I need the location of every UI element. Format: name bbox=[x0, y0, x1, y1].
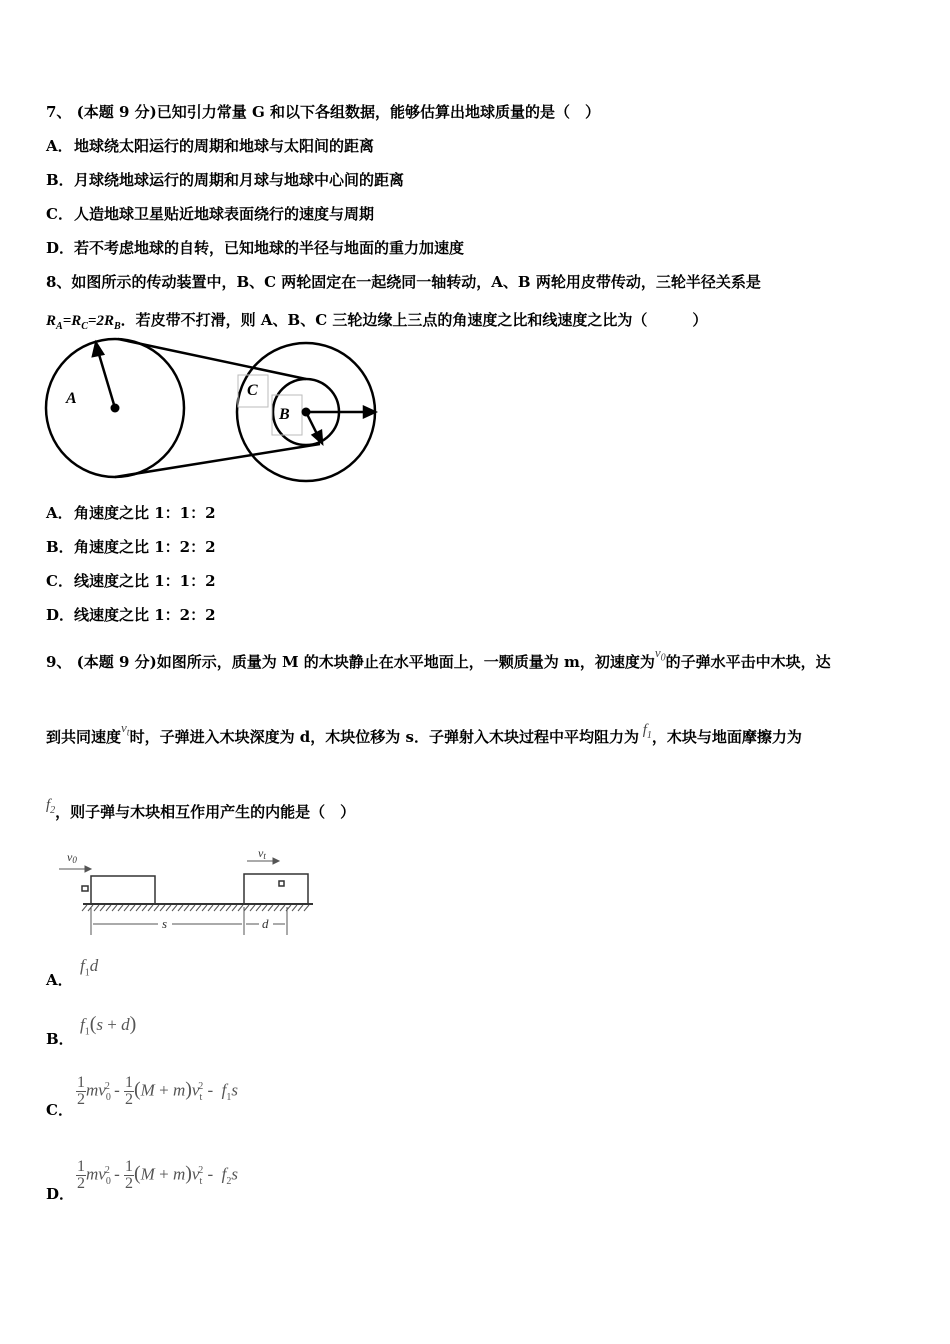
q8-option-d[interactable] bbox=[46, 605, 216, 625]
q8-option-b[interactable] bbox=[46, 537, 216, 557]
label-v0: v0 bbox=[67, 850, 77, 865]
formula-a: $f_1d$ bbox=[80, 956, 99, 979]
hatch-mark bbox=[226, 905, 231, 911]
symbol-v0: $v_0$ bbox=[654, 645, 666, 664]
q9-stem-part6: ，则子弹与木块相互作用产生的内能是（ ） bbox=[55, 803, 356, 821]
hatch-mark bbox=[190, 905, 195, 911]
hatch-mark bbox=[106, 905, 111, 911]
option-letter: D． bbox=[46, 1185, 75, 1203]
hatch-mark bbox=[298, 905, 303, 911]
hatch-mark bbox=[280, 905, 285, 911]
option-text: 人造地球卫星贴近地球表面绕行的速度与周期 bbox=[74, 205, 375, 223]
hatch-mark bbox=[154, 905, 159, 911]
option-text: 地球绕太阳运行的周期和地球与太阳间的距离 bbox=[74, 137, 375, 155]
option-letter: B． bbox=[46, 171, 74, 189]
option-text: 角速度之比 1：1：2 bbox=[74, 504, 216, 522]
q8-option-c[interactable] bbox=[46, 571, 216, 591]
hatch-mark bbox=[148, 905, 153, 911]
label-s: s bbox=[162, 916, 168, 931]
hatch-mark bbox=[94, 905, 99, 911]
hatch-mark bbox=[214, 905, 219, 911]
q7-option-c[interactable] bbox=[46, 204, 374, 224]
belt-bottom bbox=[115, 444, 320, 477]
option-text: 角速度之比 1：2：2 bbox=[74, 538, 216, 556]
radius-relation: $R_A=R_C=2R_B$ bbox=[46, 313, 121, 332]
formula-d: $\frac{1}{2}$ $mv_0^2$ - $\frac{1}{2}$ $(M + m)v_t^2 - f_2s$ bbox=[77, 1158, 238, 1192]
symbol-f1: $f_1$ bbox=[638, 722, 652, 741]
hatch-mark bbox=[142, 905, 147, 911]
hatch-mark bbox=[220, 905, 225, 911]
hatch-mark bbox=[178, 905, 183, 911]
bullet-end bbox=[279, 881, 284, 886]
label-b: B bbox=[279, 406, 290, 423]
q9-option-c[interactable] bbox=[46, 1100, 74, 1120]
q9-stem-line3 bbox=[46, 797, 356, 829]
hatch-mark bbox=[268, 905, 273, 911]
bullet-start bbox=[82, 886, 88, 891]
hatch-mark bbox=[184, 905, 189, 911]
q7-option-a[interactable] bbox=[46, 136, 374, 156]
symbol-f2: $f_2$ bbox=[46, 797, 56, 816]
hatch-mark bbox=[172, 905, 177, 911]
q9-option-b[interactable] bbox=[46, 1029, 74, 1049]
hatch-mark bbox=[202, 905, 207, 911]
q8-stem-line1: 8、如图所示的传动装置中，B、C 两轮固定在一起绕同一轴转动，A、B 两轮用皮带传动，三轮半径关系是 bbox=[46, 273, 761, 291]
hatch-mark bbox=[136, 905, 141, 911]
q8-stem-text: ．若皮带不打滑，则 A、B、C 三轮边缘上三点的角速度之比和线速度之比为（ ） bbox=[120, 311, 708, 329]
block-start bbox=[91, 876, 155, 904]
q9-stem-part3: 到共同速度 bbox=[46, 728, 122, 746]
hatch-mark bbox=[160, 905, 165, 911]
q9-option-a[interactable] bbox=[46, 970, 74, 990]
q9-stem-line2 bbox=[46, 720, 802, 754]
hatch-mark bbox=[100, 905, 105, 911]
option-letter: C． bbox=[46, 205, 73, 223]
hatch-mark bbox=[304, 905, 309, 911]
hatch-mark bbox=[244, 905, 249, 911]
hatch-mark bbox=[274, 905, 279, 911]
q9-stem-part1: 9、 (本题 9 分)如图所示，质量为 M 的木块静止在水平地面上，一颗质量为 m，初速度为 bbox=[46, 653, 655, 671]
q9-option-d[interactable] bbox=[46, 1184, 74, 1204]
hatch-mark bbox=[292, 905, 297, 911]
symbol-vt: $v_t$ bbox=[121, 720, 130, 739]
hatch-mark bbox=[112, 905, 117, 911]
hatch-mark bbox=[250, 905, 255, 911]
q9-stem-part4: 时，子弹进入木块深度为 d，木块位移为 s．子弹射入木块过程中平均阻力为 bbox=[129, 728, 639, 746]
option-text: 线速度之比 1：2：2 bbox=[74, 606, 216, 624]
belt-top bbox=[118, 339, 306, 379]
option-letter: B． bbox=[46, 1030, 74, 1048]
q7-option-d[interactable] bbox=[46, 238, 464, 258]
option-letter: D． bbox=[46, 239, 75, 257]
label-vt: vt bbox=[258, 846, 266, 861]
option-letter: A． bbox=[46, 137, 73, 155]
hatch-mark bbox=[130, 905, 135, 911]
hatch-mark bbox=[124, 905, 129, 911]
option-letter: C． bbox=[46, 572, 73, 590]
q9-stem-part2: 的子弹水平击中木块，达 bbox=[665, 653, 831, 671]
option-letter: D． bbox=[46, 606, 75, 624]
option-letter: A． bbox=[46, 504, 73, 522]
hatch-mark bbox=[166, 905, 171, 911]
q8-stem-line2 bbox=[46, 310, 707, 337]
radius-arrow-a bbox=[98, 351, 115, 408]
hatch-mark bbox=[256, 905, 261, 911]
hatch-mark bbox=[82, 905, 87, 911]
block-end bbox=[244, 874, 308, 904]
formula-c: $\frac{1}{2}$ $mv_0^2$ - $\frac{1}{2}$ $(M + m)v_t^2 - f_1s$ bbox=[77, 1074, 238, 1108]
option-letter: B． bbox=[46, 538, 74, 556]
q7-option-b[interactable] bbox=[46, 170, 404, 190]
bullet-block-figure bbox=[55, 845, 320, 940]
hatch-mark bbox=[196, 905, 201, 911]
label-c: C bbox=[247, 382, 258, 399]
option-letter: C． bbox=[46, 1101, 73, 1119]
q7-stem: 7、 (本题 9 分)已知引力常量 G 和以下各组数据，能够估算出地球质量的是（ ） bbox=[46, 103, 600, 121]
q8-option-a[interactable] bbox=[46, 503, 216, 523]
hatch-mark bbox=[208, 905, 213, 911]
pulley-figure bbox=[40, 335, 385, 485]
option-text: 线速度之比 1：1：2 bbox=[74, 572, 216, 590]
option-text: 若不考虑地球的自转，已知地球的半径与地面的重力加速度 bbox=[74, 239, 465, 257]
hatch-mark bbox=[232, 905, 237, 911]
option-letter: A． bbox=[46, 971, 73, 989]
q9-stem-line1 bbox=[46, 645, 831, 679]
q9-stem-part5: ，木块与地面摩擦力为 bbox=[651, 728, 802, 746]
hatch-mark bbox=[262, 905, 267, 911]
label-a: A bbox=[66, 390, 77, 407]
formula-b: $f_1(s + d)$ bbox=[80, 1013, 137, 1038]
option-text: 月球绕地球运行的周期和月球与地球中心间的距离 bbox=[74, 171, 405, 189]
label-d: d bbox=[262, 916, 269, 931]
hatch-mark bbox=[118, 905, 123, 911]
ground-hatch bbox=[82, 905, 309, 911]
hatch-mark bbox=[238, 905, 243, 911]
